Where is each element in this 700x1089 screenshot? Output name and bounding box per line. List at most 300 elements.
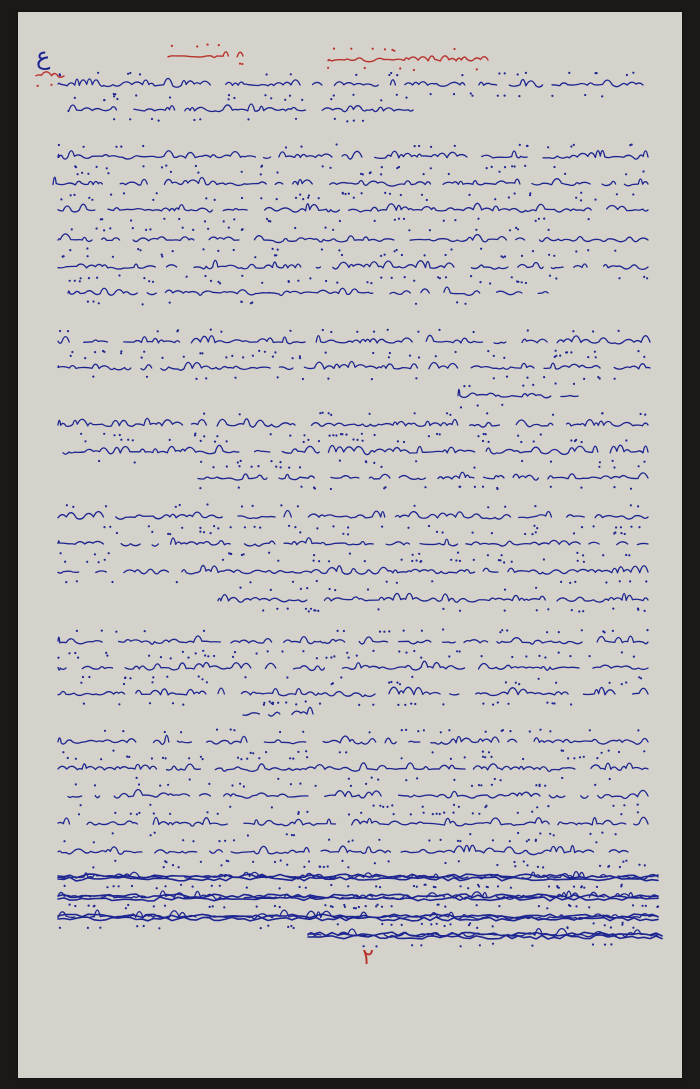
- ink-dot: [332, 682, 334, 684]
- ink-dot: [643, 750, 645, 752]
- ink-dot: [277, 249, 279, 251]
- ink-dot: [149, 702, 151, 704]
- ink-dot: [352, 94, 354, 96]
- ink-dot: [199, 531, 201, 533]
- ink-dot: [595, 356, 597, 358]
- ink-dot: [624, 533, 626, 535]
- ink-dot: [280, 859, 282, 861]
- ink-dot: [439, 813, 441, 815]
- ink-dot: [246, 887, 248, 889]
- ink-dot: [127, 73, 129, 75]
- ink-dot: [324, 904, 326, 906]
- ink-dot: [60, 198, 62, 200]
- ink-dot: [369, 413, 371, 415]
- ink-dot: [576, 552, 578, 554]
- ink-dot: [204, 220, 206, 222]
- ink-dot: [401, 729, 403, 731]
- ink-dot: [301, 99, 303, 101]
- ink-dot: [330, 488, 332, 490]
- ink-dot: [558, 631, 560, 633]
- ink-dot: [241, 505, 243, 507]
- ink-dot: [521, 255, 523, 257]
- ink-dot: [240, 460, 242, 462]
- ink-dot: [62, 751, 64, 753]
- ink-dot: [543, 376, 545, 378]
- ink-dot: [517, 73, 519, 75]
- ink-dot: [336, 143, 338, 145]
- ink-dot: [250, 752, 252, 754]
- ink-dot: [643, 356, 645, 358]
- ink-dot: [552, 414, 554, 416]
- ink-dot: [523, 860, 525, 862]
- ink-dot: [94, 553, 96, 555]
- ink-dot: [440, 839, 442, 841]
- ink-dot: [570, 703, 572, 705]
- ink-dot: [373, 462, 375, 464]
- ink-dot: [538, 678, 540, 680]
- ink-dot: [80, 433, 82, 435]
- ink-dot: [416, 886, 418, 888]
- ink-dot: [118, 274, 120, 276]
- ink-dot: [348, 813, 350, 815]
- ink-dot: [621, 683, 623, 685]
- ink-dot: [459, 610, 461, 612]
- ink-dot: [615, 526, 617, 528]
- ink-dot: [525, 655, 527, 657]
- ink-dot: [303, 441, 305, 443]
- ink-dot: [217, 527, 219, 529]
- ink-dot: [525, 282, 527, 284]
- ink-dot: [246, 758, 248, 760]
- ink-dot: [396, 94, 398, 96]
- ink-dot: [524, 533, 526, 535]
- ink-dot: [299, 886, 301, 888]
- ink-dot: [362, 120, 364, 122]
- ink-dot: [543, 558, 545, 560]
- ink-dot: [63, 255, 65, 257]
- ink-dot: [329, 435, 331, 437]
- ink-dot: [501, 554, 503, 556]
- ink-dot: [232, 656, 234, 658]
- ink-dot: [270, 460, 272, 462]
- ink-dot: [620, 813, 622, 815]
- ink-dot: [629, 580, 631, 582]
- ink-dot: [332, 525, 334, 527]
- ink-dot: [98, 302, 100, 304]
- ink-dot: [192, 229, 194, 231]
- ink-dot: [287, 608, 289, 610]
- ink-dot: [160, 656, 162, 658]
- ink-dot: [338, 249, 340, 251]
- ink-dot: [286, 833, 288, 835]
- ink-dot: [152, 199, 154, 201]
- manuscript-page: [18, 12, 682, 1078]
- ink-dot: [384, 486, 386, 488]
- ink-dot: [403, 441, 405, 443]
- ink-dot: [93, 905, 95, 907]
- ink-dot: [341, 860, 343, 862]
- ink-dot: [142, 303, 144, 305]
- ink-dot: [366, 281, 368, 283]
- ink-dot: [329, 588, 331, 590]
- ink-dot: [356, 439, 358, 441]
- ink-dot: [290, 73, 292, 75]
- ink-dot: [238, 487, 240, 489]
- ink-dot: [424, 486, 426, 488]
- ink-dot: [292, 758, 294, 760]
- ink-dot: [555, 682, 557, 684]
- ink-dot: [172, 702, 174, 704]
- ink-dot: [369, 172, 371, 174]
- ink-dot: [199, 352, 201, 354]
- ink-dot: [622, 922, 624, 924]
- ink-dot: [303, 434, 305, 436]
- ink-dot: [316, 657, 318, 659]
- ink-dot: [322, 165, 324, 167]
- ink-dot: [260, 197, 262, 199]
- ink-dot: [389, 352, 391, 354]
- ink-dot: [607, 866, 609, 868]
- ink-dot: [212, 905, 214, 907]
- ink-dot: [210, 532, 212, 534]
- ink-dot: [195, 652, 197, 654]
- ink-dot: [504, 610, 506, 612]
- ink-dot: [572, 330, 574, 332]
- ink-dot: [458, 860, 460, 862]
- ink-dot: [559, 355, 561, 357]
- handwritten-line: [53, 177, 648, 186]
- ink-dot: [315, 785, 317, 787]
- ink-dot: [362, 440, 364, 442]
- ink-dot: [612, 460, 614, 462]
- ink-dot: [99, 927, 101, 929]
- ink-dot: [186, 276, 188, 278]
- ink-dot: [625, 173, 627, 175]
- ink-dot: [506, 376, 508, 378]
- ink-dot: [68, 652, 70, 654]
- ink-dot: [407, 527, 409, 529]
- ink-dot: [218, 840, 220, 842]
- ink-dot: [200, 756, 202, 758]
- ink-dot: [74, 652, 76, 654]
- ink-dot: [105, 505, 107, 507]
- ink-dot: [482, 486, 484, 488]
- ink-dot: [492, 925, 494, 927]
- ink-dot: [143, 925, 145, 927]
- ink-dot: [364, 560, 366, 562]
- ink-dot: [594, 351, 596, 353]
- ink-dot: [233, 218, 235, 220]
- ink-dot: [207, 44, 209, 46]
- ink-dot: [137, 248, 139, 250]
- ink-dot: [460, 885, 462, 887]
- ink-dot: [220, 864, 222, 866]
- ink-dot: [583, 756, 585, 758]
- ink-dot: [479, 944, 481, 946]
- ink-dot: [277, 560, 279, 562]
- ink-dot: [505, 681, 507, 683]
- ink-dot: [588, 906, 590, 908]
- ink-dot: [307, 439, 309, 441]
- ink-dot: [625, 860, 627, 862]
- ink-dot: [201, 678, 203, 680]
- ink-dot: [131, 885, 133, 887]
- ink-dot: [203, 630, 205, 632]
- ink-dot: [308, 860, 310, 862]
- ink-dot: [396, 249, 398, 251]
- ink-dot: [374, 862, 376, 864]
- ink-dot: [594, 199, 596, 201]
- ink-dot: [388, 682, 390, 684]
- ink-dot: [175, 506, 177, 508]
- ink-dot: [580, 487, 582, 489]
- ink-dot: [299, 466, 301, 468]
- ink-dot: [581, 526, 583, 528]
- ink-dot: [511, 276, 513, 278]
- ink-dot: [491, 532, 493, 534]
- ink-dot: [276, 198, 278, 200]
- ink-dot: [405, 652, 407, 654]
- ink-dot: [518, 95, 520, 97]
- ink-dot: [412, 554, 414, 556]
- ink-dot: [303, 866, 305, 868]
- ink-dot: [404, 704, 406, 706]
- ink-dot: [238, 465, 240, 467]
- ink-dot: [573, 383, 575, 385]
- ink-dot: [380, 255, 382, 257]
- ink-dot: [325, 280, 327, 282]
- ink-dot: [411, 944, 413, 946]
- ink-dot: [336, 282, 338, 284]
- ink-dot: [618, 277, 620, 279]
- ink-dot: [226, 440, 228, 442]
- ink-dot: [525, 72, 527, 74]
- ink-dot: [210, 280, 212, 282]
- ink-dot: [553, 166, 555, 168]
- ink-dot: [162, 757, 164, 759]
- ink-dot: [197, 172, 199, 174]
- ink-dot: [644, 864, 646, 866]
- ink-dot: [496, 488, 498, 490]
- ink-dot: [327, 865, 329, 867]
- ink-dot: [286, 676, 288, 678]
- ink-dot: [503, 561, 505, 563]
- ink-dot: [104, 730, 106, 732]
- ink-dot: [345, 434, 347, 436]
- ink-dot: [644, 414, 646, 416]
- ink-dot: [475, 229, 477, 231]
- ink-dot: [269, 701, 271, 703]
- ink-dot: [623, 804, 625, 806]
- ink-dot: [71, 351, 73, 353]
- ink-dot: [74, 165, 76, 167]
- ink-dot: [64, 885, 66, 887]
- ink-dot: [87, 173, 89, 175]
- ink-dot: [130, 219, 132, 221]
- ink-dot: [285, 701, 287, 703]
- ink-dot: [403, 630, 405, 632]
- ink-dot: [514, 165, 516, 167]
- ink-dot: [170, 171, 172, 173]
- ink-dot: [78, 813, 80, 815]
- ink-dot: [372, 48, 374, 50]
- ink-dot: [292, 357, 294, 359]
- ink-dot: [380, 99, 382, 101]
- ink-dot: [274, 254, 276, 256]
- ink-dot: [367, 588, 369, 590]
- ink-dot: [504, 506, 506, 508]
- ink-dot: [209, 906, 211, 908]
- ink-dot: [170, 657, 172, 659]
- ink-dot: [80, 682, 82, 684]
- ink-dot: [628, 554, 630, 556]
- ink-dot: [535, 839, 537, 841]
- ink-dot: [568, 72, 570, 74]
- ink-dot: [119, 434, 121, 436]
- ink-dot: [555, 382, 557, 384]
- ink-dot: [442, 703, 444, 705]
- ink-dot: [305, 750, 307, 752]
- ink-dot: [37, 85, 39, 87]
- ink-dot: [291, 834, 293, 836]
- ink-dot: [183, 356, 185, 358]
- ink-dot: [87, 927, 89, 929]
- ink-dot: [521, 460, 523, 462]
- ink-dot: [570, 351, 572, 353]
- ink-dot: [614, 531, 616, 533]
- handwritten-line: [58, 661, 648, 670]
- ink-dot: [108, 552, 110, 554]
- ink-dot: [306, 756, 308, 758]
- ink-dot: [167, 533, 169, 535]
- ink-dot: [428, 839, 430, 841]
- ink-dot: [424, 254, 426, 256]
- ink-dot: [431, 580, 433, 582]
- ink-dot: [468, 385, 470, 387]
- ink-dot: [116, 98, 118, 100]
- ink-dot: [614, 378, 616, 380]
- ink-dot: [534, 505, 536, 507]
- ink-dot: [344, 906, 346, 908]
- ink-dot: [216, 729, 218, 731]
- ink-dot: [67, 757, 69, 759]
- ink-dot: [307, 197, 309, 199]
- ink-dot: [550, 461, 552, 463]
- ink-dot: [202, 650, 204, 652]
- ink-dot: [297, 751, 299, 753]
- handwritten-line: [58, 203, 648, 212]
- ink-dot: [548, 229, 550, 231]
- handwritten-line: [58, 335, 650, 344]
- ink-dot: [381, 923, 383, 925]
- ink-dot: [393, 813, 395, 815]
- ink-dot: [279, 887, 281, 889]
- ink-dot: [59, 927, 61, 929]
- ink-dot: [492, 839, 494, 841]
- ink-dot: [638, 864, 640, 866]
- handwritten-line: [58, 687, 648, 696]
- ink-dot: [373, 805, 375, 807]
- ink-dot: [294, 526, 296, 528]
- ink-dot: [533, 440, 535, 442]
- ink-dot: [249, 581, 251, 583]
- ink-dot: [313, 554, 315, 556]
- ink-dot: [463, 385, 465, 387]
- ink-dot: [279, 461, 281, 463]
- ink-dot: [64, 561, 66, 563]
- ink-dot: [467, 887, 469, 889]
- ink-dot: [391, 804, 393, 806]
- ink-dot: [264, 351, 266, 353]
- ink-dot: [399, 67, 401, 69]
- ink-dot: [537, 866, 539, 868]
- ink-dot: [110, 194, 112, 196]
- handwritten-line: [68, 789, 648, 798]
- ink-dot: [241, 275, 243, 277]
- ink-dot: [254, 256, 256, 258]
- ink-dot: [323, 866, 325, 868]
- ink-dot: [514, 192, 516, 194]
- ink-dot: [410, 813, 412, 815]
- ink-dot: [435, 355, 437, 357]
- ink-dot: [620, 526, 622, 528]
- handwritten-line: [68, 104, 413, 112]
- ink-dot: [473, 331, 475, 333]
- ink-dot: [146, 376, 148, 378]
- ink-dot: [442, 608, 444, 610]
- ink-dot: [256, 652, 258, 654]
- ink-dot: [154, 832, 156, 834]
- ink-dot: [432, 751, 434, 753]
- ink-dot: [158, 927, 160, 929]
- ink-dot: [142, 145, 144, 147]
- ink-dot: [276, 608, 278, 610]
- ink-dot: [66, 504, 68, 506]
- ink-dot: [287, 926, 289, 928]
- ink-dot: [643, 461, 645, 463]
- ink-dot: [217, 281, 219, 283]
- ink-dot: [224, 840, 226, 842]
- ink-dot: [444, 906, 446, 908]
- ink-dot: [113, 434, 115, 436]
- ink-dot: [200, 861, 202, 863]
- ink-dot: [511, 656, 513, 658]
- ink-dot: [567, 927, 569, 929]
- ink-dot: [526, 840, 528, 842]
- ink-dot: [314, 609, 316, 611]
- ink-dot: [159, 785, 161, 787]
- ink-dot: [605, 581, 607, 583]
- ink-dot: [152, 676, 154, 678]
- ink-dot: [485, 433, 487, 435]
- ink-dot: [553, 702, 555, 704]
- ink-dot: [459, 840, 461, 842]
- ink-dot: [96, 227, 98, 229]
- ink-dot: [125, 907, 127, 909]
- ink-dot: [453, 93, 455, 95]
- ink-dot: [207, 655, 209, 657]
- ink-dot: [365, 905, 367, 907]
- ink-dot: [614, 250, 616, 252]
- ink-dot: [169, 813, 171, 815]
- ink-dot: [599, 461, 601, 463]
- ink-dot: [444, 862, 446, 864]
- ink-dot: [107, 172, 109, 174]
- ink-dot: [344, 193, 346, 195]
- ink-dot: [88, 197, 90, 199]
- ink-dot: [509, 229, 511, 231]
- ink-dot: [573, 886, 575, 888]
